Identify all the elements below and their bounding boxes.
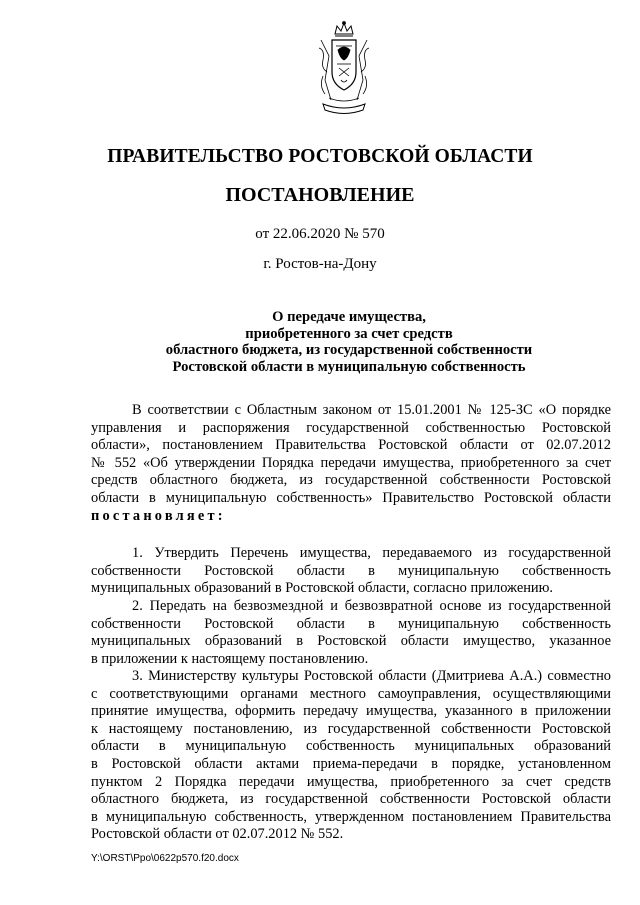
preamble-paragraph	[91, 402, 611, 525]
text-line: муниципальных образований в Ростовской области, согласно приложению.	[91, 580, 553, 597]
item-3-paragraph	[91, 668, 611, 844]
text-line: собственности Ростовской области в муниципальную собственность	[91, 562, 611, 579]
text-line: В соответствии с Областным законом от 15.01.2001 № 125-ЗС «О порядке	[132, 402, 611, 418]
text-line: области в муниципальную собственность муниципальных образований	[91, 738, 611, 755]
subject-line: О передаче имущества,	[272, 309, 426, 325]
text-line: в муниципальную собственность, утвержденном постановлением Правительства	[91, 808, 611, 825]
document-subject	[60, 309, 638, 375]
document-type: ПОСТАНОВЛЕНИЕ	[225, 184, 415, 206]
subject-line: приобретенного за счет средств	[245, 325, 453, 342]
document-date-number: от 22.06.2020 № 570	[255, 226, 385, 242]
text-line: управления и распоряжения государственной собственностью Ростовской	[91, 419, 611, 436]
text-line: 2. Передать на безвозмездной и безвозвратной основе из государственной	[132, 598, 611, 614]
text-line: с соответствующими органами местного самоуправления, осуществляющими	[91, 685, 611, 702]
text-line: принятие имущества, оформить передачу имущества, указанного в приложении	[91, 703, 611, 720]
text-line: муниципальных образований в Ростовской области имущество, указанное	[91, 633, 611, 650]
item-2-paragraph	[91, 598, 611, 668]
text-line: № 552 «Об утверждении Порядка передачи имущества, приобретенного за счет	[91, 454, 611, 471]
text-line: области», постановлением Правительства Ростовской области от 02.07.2012	[91, 437, 611, 454]
subject-line: областного бюджета, из государственной собственности	[165, 342, 533, 358]
text-line: пунктом 2 Порядка передачи имущества, приобретенного за счет средств	[91, 773, 611, 790]
item-1-paragraph	[91, 545, 611, 598]
text-line: области в муниципальную собственность» Правительство Ростовской области	[91, 489, 611, 506]
text-line: в Ростовской области актами приема-передачи в порядке, установленном	[91, 755, 611, 772]
subject-line: Ростовской области в муниципальную собственность	[172, 358, 526, 375]
text-line: в приложении к настоящему постановлению.	[91, 650, 369, 667]
text-line: средств областного бюджета, из государственной собственности Ростовской	[91, 472, 611, 489]
resolves-word: постановляет:	[91, 507, 226, 524]
text-line: Ростовской области от 02.07.2012 № 552.	[91, 826, 344, 843]
text-line: к настоящему постановлению, из государственной собственности Ростовской	[91, 720, 611, 737]
text-line: 3. Министерству культуры Ростовской области (Дмитриева А.А.) совместно	[132, 668, 611, 684]
text-line: собственности Ростовской области в муниципальную собственность	[91, 615, 611, 632]
text-line: 1. Утвердить Перечень имущества, передаваемого из государственной	[132, 545, 611, 561]
rostov-oblast-coat-of-arms-icon	[315, 20, 373, 118]
file-path-footer: Y:\ORST\Ppo\0622p570.f20.docx	[91, 853, 239, 864]
text-line: областного бюджета, из государственной собственности Ростовской области	[91, 791, 611, 808]
government-title: ПРАВИТЕЛЬСТВО РОСТОВСКОЙ ОБЛАСТИ	[107, 146, 533, 167]
document-city: г. Ростов-на-Дону	[263, 256, 377, 272]
